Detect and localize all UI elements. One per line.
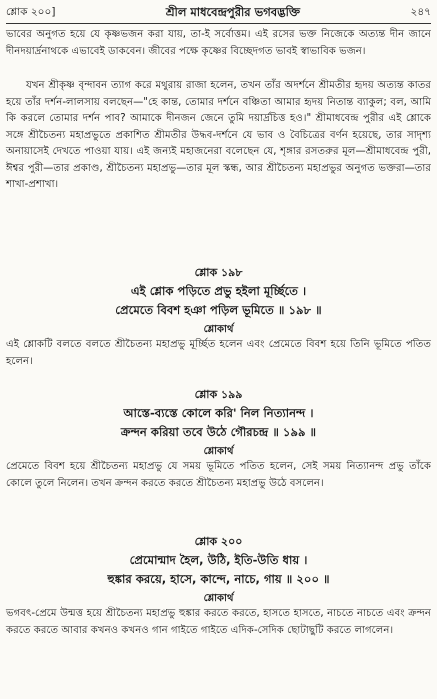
verse-line: এই শ্লোক পড়িতে প্রভু হইলা মূর্চ্ছিতে । bbox=[130, 284, 307, 298]
main-paragraph-block bbox=[6, 78, 431, 194]
translation-heading: শ্লোকার্থ bbox=[203, 446, 234, 457]
verse-line: হুঙ্কার করয়ে, হাসে, কান্দে, নাচে, গায় ॥ ২০০ ॥ bbox=[107, 572, 330, 586]
verse-section-200 bbox=[6, 533, 431, 639]
verse-heading: শ্লোক ২০০ bbox=[194, 535, 243, 548]
verse-heading: শ্লোক ১৯৯ bbox=[194, 388, 243, 401]
verse-line: আস্তে-ব্যস্তে কোলে করি' নিল নিত্যানন্দ । bbox=[123, 406, 314, 420]
verse-section-198 bbox=[6, 264, 431, 370]
verse-text bbox=[6, 551, 431, 589]
purport-paragraph: ভাবের অনুগত হয়ে যে কৃষ্ণভজন করা যায়, তা-ই সর্বোত্তম। এই রসের ভক্ত নিজেকে অত্যন্ত দীন জানে দীনদয়ার্দ্রনাথকে এভাবেই ডাকবেন। জীবের পক্ষে কৃষ্ণের বিচ্ছেদগত ভাবই স্বাভাবিক ভজন। bbox=[6, 29, 431, 57]
intro-paragraph-block bbox=[6, 27, 431, 60]
translation-heading: শ্লোকার্থ bbox=[203, 593, 234, 604]
translation-heading: শ্লোকার্থ bbox=[203, 324, 234, 335]
verse-section-199 bbox=[6, 386, 431, 492]
verse-range-label: শ্লোক ২০০] bbox=[6, 5, 56, 18]
verse-text bbox=[6, 282, 431, 320]
verse-text bbox=[6, 404, 431, 442]
verse-line: ক্রন্দন করিয়া তবে উঠে গৌরচন্দ্র ॥ ১৯৯ ॥ bbox=[120, 425, 317, 439]
verse-line: প্রেমোন্মাদ হৈল, উঠি, ইতি-উতি ধায় । bbox=[129, 553, 308, 567]
translation-text: ভগবৎ-প্রেমে উন্মত্ত হয়ে শ্রীচৈতন্য মহাপ্রভু হুঙ্কার করতে করতে, হাসতে হাসতে, নাচতে নাচতে এবং ক্রন্দন করতে করতে আবার কখনও কখনও গান গাইতে গাইতে এদিক-সেদিক ছোটাছুটি করতে লাগলেন। bbox=[6, 608, 431, 636]
translation-text: প্রেমেতে বিবশ হয়ে শ্রীচৈতন্য মহাপ্রভু যে সময় ভূমিতে পতিত হলেন, সেই সময় নিত্যানন্দ প্রভু তাঁকে কোলে তুলে নিলেন। তখন ক্রন্দন করতে করতে শ্রীচৈতন্য মহাপ্রভু উঠে বসলেন। bbox=[6, 461, 431, 489]
purport-paragraph: যখন শ্রীকৃষ্ণ বৃন্দাবন ত্যাগ করে মথুরায় রাজা হলেন, তখন তাঁর অদর্শনে শ্রীমতীর হৃদয় অত্যন্ত কাতর হয়ে তাঁর দর্শন-লালসায় বলছেন—"হে কান্ত, তোমার দর্শনে বঞ্চিতা আমার হৃদয় নিতান্ত ব্যাকুল; বল, আমি কি করলে তোমার দর্শন পাব? আমাকে দীনজন জেনে তুমি দয়ার্দ্রচিত্ত হও।" শ্রীমাধবেন্দ্র পুরীর এই শ্লোকে সঙ্গে শ্রীচৈতন্য মহাপ্রভুতে প্রকাশিত শ্রীমতীর উদ্ধব-দর্শনে যে ভাব ও বৈচিত্রের বর্ণন হয়েছে, তার সাদৃশ্য অনায়াসেই দেখতে পাওয়া যায়। এই জন্যই মহাজনেরা বলেছেন যে, শৃঙ্গার রসতরুর মূল—শ্রীমাধবেন্দ্র পুরী, ঈশ্বর পুরী—তার প্রকাণ্ড, শ্রীচৈতন্য মহাপ্রভু—তার মূল স্কন্ধ, আর শ্রীচৈতন্য মহাপ্রভুর অনুগত ভক্তরা—তার শাখা-প্রশাখা। bbox=[6, 80, 431, 190]
translation-text: এই শ্লোকটি বলতে বলতে শ্রীচৈতন্য মহাপ্রভু মূর্চ্ছিত হলেন এবং প্রেমেতে বিবশ হয়ে তিনি ভূমিতে পতিত হলেন। bbox=[6, 339, 431, 367]
running-header bbox=[6, 4, 431, 22]
verse-line: প্রেমেতে বিবশ হঞা পড়িল ভূমিতে ॥ ১৯৮ ॥ bbox=[115, 303, 322, 317]
chapter-title: শ্রীল মাধবেন্দ্রপুরীর ভগবদ্ভক্তি bbox=[165, 4, 301, 19]
page-number: ২৪৭ bbox=[410, 5, 431, 18]
verse-heading: শ্লোক ১৯৮ bbox=[194, 266, 243, 279]
header-rule bbox=[6, 23, 431, 24]
